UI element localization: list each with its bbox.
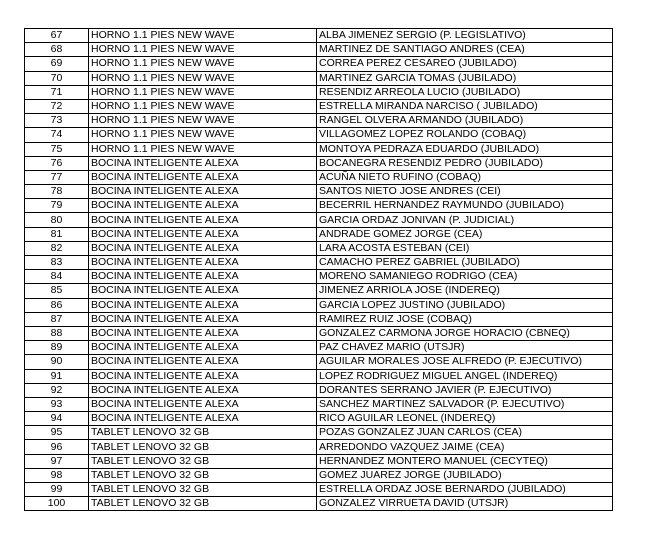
- row-number-cell: 81: [25, 227, 89, 241]
- recipient-cell: BECERRIL HERNANDEZ RAYMUNDO (JUBILADO): [317, 199, 613, 213]
- row-number-cell: 83: [25, 256, 89, 270]
- row-number-cell: 93: [25, 397, 89, 411]
- item-cell: BOCINA INTELIGENTE ALEXA: [89, 369, 317, 383]
- row-number-cell: 100: [25, 497, 89, 511]
- row-number-cell: 80: [25, 213, 89, 227]
- table-row: [25, 128, 613, 142]
- table-row: [25, 156, 613, 170]
- recipient-cell: ACUÑA NIETO RUFINO (COBAQ): [317, 170, 613, 184]
- row-number-cell: 89: [25, 341, 89, 355]
- recipient-cell: MARTINEZ GARCIA TOMAS (JUBILADO): [317, 71, 613, 85]
- item-cell: HORNO 1.1 PIES NEW WAVE: [89, 29, 317, 43]
- item-cell: HORNO 1.1 PIES NEW WAVE: [89, 43, 317, 57]
- row-number-cell: 78: [25, 185, 89, 199]
- item-cell: BOCINA INTELIGENTE ALEXA: [89, 199, 317, 213]
- item-cell: HORNO 1.1 PIES NEW WAVE: [89, 85, 317, 99]
- recipient-cell: GONZALEZ VIRRUETA DAVID (UTSJR): [317, 497, 613, 511]
- row-number-cell: 85: [25, 284, 89, 298]
- table-row: [25, 256, 613, 270]
- item-cell: BOCINA INTELIGENTE ALEXA: [89, 185, 317, 199]
- recipient-cell: POZAS GONZALEZ JUAN CARLOS (CEA): [317, 426, 613, 440]
- recipient-cell: SANTOS NIETO JOSE ANDRES (CEI): [317, 185, 613, 199]
- item-cell: TABLET LENOVO 32 GB: [89, 468, 317, 482]
- item-cell: BOCINA INTELIGENTE ALEXA: [89, 383, 317, 397]
- recipient-cell: RANGEL OLVERA ARMANDO (JUBILADO): [317, 114, 613, 128]
- table-row: [25, 85, 613, 99]
- item-cell: BOCINA INTELIGENTE ALEXA: [89, 170, 317, 184]
- table-row: [25, 57, 613, 71]
- item-cell: BOCINA INTELIGENTE ALEXA: [89, 312, 317, 326]
- recipient-cell: SANCHEZ MARTINEZ SALVADOR (P. EJECUTIVO): [317, 397, 613, 411]
- row-number-cell: 95: [25, 426, 89, 440]
- prize-table: [24, 28, 613, 511]
- item-cell: TABLET LENOVO 32 GB: [89, 497, 317, 511]
- row-number-cell: 69: [25, 57, 89, 71]
- item-cell: HORNO 1.1 PIES NEW WAVE: [89, 57, 317, 71]
- item-cell: HORNO 1.1 PIES NEW WAVE: [89, 142, 317, 156]
- item-cell: BOCINA INTELIGENTE ALEXA: [89, 412, 317, 426]
- item-cell: TABLET LENOVO 32 GB: [89, 483, 317, 497]
- table-row: [25, 185, 613, 199]
- item-cell: BOCINA INTELIGENTE ALEXA: [89, 156, 317, 170]
- recipient-cell: PAZ CHAVEZ MARIO (UTSJR): [317, 341, 613, 355]
- item-cell: BOCINA INTELIGENTE ALEXA: [89, 241, 317, 255]
- table-row: [25, 213, 613, 227]
- row-number-cell: 97: [25, 454, 89, 468]
- item-cell: BOCINA INTELIGENTE ALEXA: [89, 397, 317, 411]
- item-cell: BOCINA INTELIGENTE ALEXA: [89, 355, 317, 369]
- item-cell: BOCINA INTELIGENTE ALEXA: [89, 326, 317, 340]
- recipient-cell: HERNANDEZ MONTERO MANUEL (CECYTEQ): [317, 454, 613, 468]
- recipient-cell: GARCIA ORDAZ JONIVAN (P. JUDICIAL): [317, 213, 613, 227]
- table-row: [25, 369, 613, 383]
- table-row: [25, 43, 613, 57]
- item-cell: HORNO 1.1 PIES NEW WAVE: [89, 71, 317, 85]
- item-cell: BOCINA INTELIGENTE ALEXA: [89, 284, 317, 298]
- recipient-cell: GOMEZ JUAREZ JORGE (JUBILADO): [317, 468, 613, 482]
- recipient-cell: RAMIREZ RUIZ JOSE (COBAQ): [317, 312, 613, 326]
- item-cell: TABLET LENOVO 32 GB: [89, 454, 317, 468]
- table-row: [25, 483, 613, 497]
- table-row: [25, 241, 613, 255]
- table-row: [25, 412, 613, 426]
- recipient-cell: RESENDIZ ARREOLA LUCIO (JUBILADO): [317, 85, 613, 99]
- table-row: [25, 298, 613, 312]
- recipient-cell: GONZALEZ CARMONA JORGE HORACIO (CBNEQ): [317, 326, 613, 340]
- item-cell: BOCINA INTELIGENTE ALEXA: [89, 213, 317, 227]
- table-row: [25, 29, 613, 43]
- row-number-cell: 87: [25, 312, 89, 326]
- item-cell: HORNO 1.1 PIES NEW WAVE: [89, 99, 317, 113]
- table-row: [25, 383, 613, 397]
- row-number-cell: 71: [25, 85, 89, 99]
- recipient-cell: ALBA JIMENEZ SERGIO (P. LEGISLATIVO): [317, 29, 613, 43]
- table-row: [25, 199, 613, 213]
- recipient-cell: VILLAGOMEZ LOPEZ ROLANDO (COBAQ): [317, 128, 613, 142]
- recipient-cell: ARREDONDO VAZQUEZ JAIME (CEA): [317, 440, 613, 454]
- table-row: [25, 355, 613, 369]
- row-number-cell: 79: [25, 199, 89, 213]
- table-row: [25, 284, 613, 298]
- row-number-cell: 96: [25, 440, 89, 454]
- row-number-cell: 94: [25, 412, 89, 426]
- row-number-cell: 68: [25, 43, 89, 57]
- row-number-cell: 98: [25, 468, 89, 482]
- table-row: [25, 312, 613, 326]
- recipient-cell: ESTRELLA MIRANDA NARCISO ( JUBILADO): [317, 99, 613, 113]
- recipient-cell: CORREA PEREZ CESAREO (JUBILADO): [317, 57, 613, 71]
- prize-table-body: [25, 29, 613, 511]
- table-row: [25, 397, 613, 411]
- row-number-cell: 73: [25, 114, 89, 128]
- item-cell: TABLET LENOVO 32 GB: [89, 426, 317, 440]
- table-row: [25, 326, 613, 340]
- recipient-cell: MARTINEZ DE SANTIAGO ANDRES (CEA): [317, 43, 613, 57]
- row-number-cell: 90: [25, 355, 89, 369]
- recipient-cell: ESTRELLA ORDAZ JOSE BERNARDO (JUBILADO): [317, 483, 613, 497]
- recipient-cell: LOPEZ RODRIGUEZ MIGUEL ANGEL (INDEREQ): [317, 369, 613, 383]
- row-number-cell: 75: [25, 142, 89, 156]
- item-cell: BOCINA INTELIGENTE ALEXA: [89, 298, 317, 312]
- table-row: [25, 341, 613, 355]
- row-number-cell: 84: [25, 270, 89, 284]
- item-cell: TABLET LENOVO 32 GB: [89, 440, 317, 454]
- row-number-cell: 77: [25, 170, 89, 184]
- item-cell: HORNO 1.1 PIES NEW WAVE: [89, 114, 317, 128]
- table-row: [25, 71, 613, 85]
- item-cell: HORNO 1.1 PIES NEW WAVE: [89, 128, 317, 142]
- table-row: [25, 114, 613, 128]
- recipient-cell: BOCANEGRA RESENDIZ PEDRO (JUBILADO): [317, 156, 613, 170]
- table-row: [25, 454, 613, 468]
- recipient-cell: AGUILAR MORALES JOSE ALFREDO (P. EJECUTIVO): [317, 355, 613, 369]
- row-number-cell: 74: [25, 128, 89, 142]
- item-cell: BOCINA INTELIGENTE ALEXA: [89, 227, 317, 241]
- recipient-cell: CAMACHO PEREZ GABRIEL (JUBILADO): [317, 256, 613, 270]
- recipient-cell: LARA ACOSTA ESTEBAN (CEI): [317, 241, 613, 255]
- row-number-cell: 86: [25, 298, 89, 312]
- table-row: [25, 170, 613, 184]
- recipient-cell: DORANTES SERRANO JAVIER (P. EJECUTIVO): [317, 383, 613, 397]
- item-cell: BOCINA INTELIGENTE ALEXA: [89, 341, 317, 355]
- row-number-cell: 76: [25, 156, 89, 170]
- recipient-cell: RICO AGUILAR LEONEL (INDEREQ): [317, 412, 613, 426]
- row-number-cell: 72: [25, 99, 89, 113]
- table-row: [25, 426, 613, 440]
- row-number-cell: 88: [25, 326, 89, 340]
- table-row: [25, 497, 613, 511]
- recipient-cell: JIMENEZ ARRIOLA JOSE (INDEREQ): [317, 284, 613, 298]
- item-cell: BOCINA INTELIGENTE ALEXA: [89, 270, 317, 284]
- row-number-cell: 70: [25, 71, 89, 85]
- table-row: [25, 270, 613, 284]
- recipient-cell: MORENO SAMANIEGO RODRIGO (CEA): [317, 270, 613, 284]
- table-row: [25, 440, 613, 454]
- row-number-cell: 91: [25, 369, 89, 383]
- recipient-cell: GARCIA LOPEZ JUSTINO (JUBILADO): [317, 298, 613, 312]
- row-number-cell: 82: [25, 241, 89, 255]
- item-cell: BOCINA INTELIGENTE ALEXA: [89, 256, 317, 270]
- table-row: [25, 227, 613, 241]
- row-number-cell: 67: [25, 29, 89, 43]
- table-row: [25, 468, 613, 482]
- table-row: [25, 142, 613, 156]
- table-row: [25, 99, 613, 113]
- recipient-cell: ANDRADE GOMEZ JORGE (CEA): [317, 227, 613, 241]
- row-number-cell: 92: [25, 383, 89, 397]
- recipient-cell: MONTOYA PEDRAZA EDUARDO (JUBILADO): [317, 142, 613, 156]
- row-number-cell: 99: [25, 483, 89, 497]
